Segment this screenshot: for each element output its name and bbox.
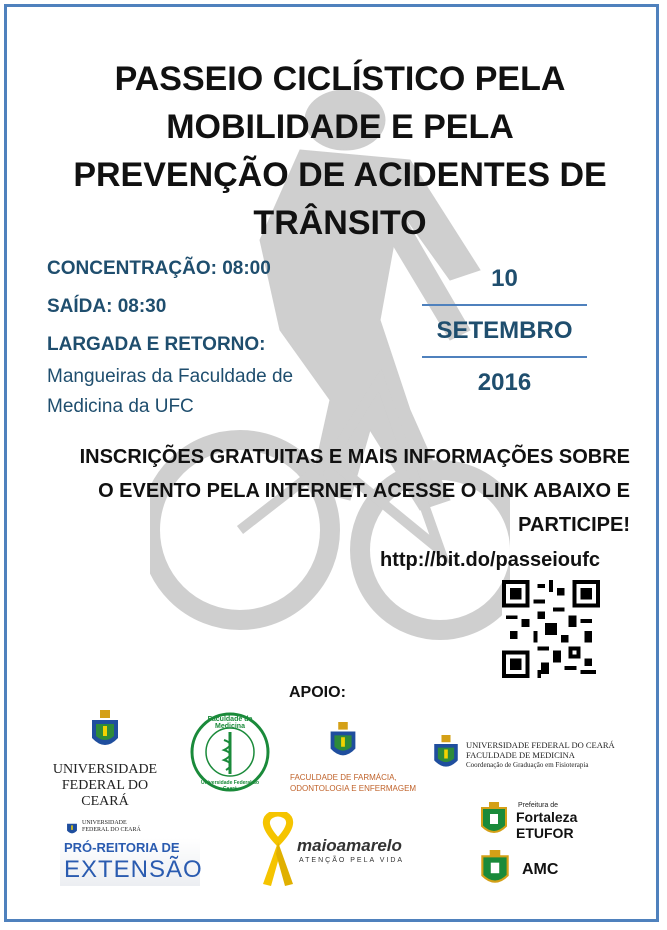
fortaleza-crest-icon — [478, 802, 510, 838]
fisioterapia-logo — [432, 735, 632, 785]
fortaleza-etufor-logo — [478, 802, 608, 842]
ufc-line2: FEDERAL DO CEARÁ — [61, 778, 149, 809]
prex-small1: UNIVERSIDADE — [82, 820, 127, 826]
date-year: 2016 — [477, 369, 532, 396]
saida-time: SAÍDA: 08:30 — [47, 296, 167, 317]
ufc-line1: UNIVERSIDADE — [52, 762, 158, 777]
maio-amarelo-logo — [255, 812, 425, 892]
ufc-crest-icon-3 — [432, 735, 460, 773]
farmacia-logo — [290, 722, 430, 802]
etufor-text: ETUFOR — [516, 825, 574, 841]
ufc-small-crest-icon — [66, 820, 78, 836]
amc-text: AMC — [522, 861, 559, 878]
ufc-crest-icon — [90, 710, 120, 752]
fisio-line1: UNIVERSIDADE FEDERAL DO CEARÁ — [466, 740, 615, 750]
fortaleza-small: Prefeitura de — [518, 802, 559, 809]
farmacia-line2: ODONTOLOGIA E ENFERMAGEM — [290, 784, 417, 793]
apoio-label: APOIO: — [289, 684, 346, 701]
registration-link[interactable]: http://bit.do/passeioufc — [380, 549, 600, 571]
maio-main-text: maioamarelo — [297, 836, 402, 855]
amc-crest-icon — [478, 850, 512, 888]
date-day: 10 — [491, 265, 518, 292]
venue-text: Mangueiras da Faculdade de Medicina da UFC — [47, 366, 294, 417]
fisio-line2: FACULDADE DE MEDICINA — [466, 750, 575, 760]
prex-small2: FEDERAL DO CEARÁ — [82, 827, 141, 833]
faculdade-medicina-logo — [190, 712, 270, 792]
date-block — [422, 262, 587, 400]
fisio-line3: Coordenação de Graduação em Fisioterapia — [466, 761, 589, 769]
ufc-crest-icon-2 — [328, 722, 358, 762]
date-month: SETEMBRO — [422, 304, 587, 358]
fortaleza-main: Fortaleza — [516, 809, 578, 825]
fm-top-text: Faculdade de Medicina — [207, 716, 253, 730]
info-text: INSCRIÇÕES GRATUITAS E MAIS INFORMAÇÕES SOBRE O EVENTO PELA INTERNET. ACESSE O LINK ABAIXO E PARTICIPE! — [79, 446, 630, 536]
yellow-ribbon-icon — [255, 812, 301, 888]
event-title: PASSEIO CICLÍSTICO PELA MOBILIDADE E PELA PREVENÇÃO DE ACIDENTES DE TRÂNSITO — [73, 60, 607, 242]
prex-line1: PRÓ-REITORIA DE — [64, 840, 180, 855]
fm-bottom-text: Universidade Federal do Ceará — [200, 780, 260, 792]
concentracao-time: CONCENTRAÇÃO: 08:00 — [47, 258, 271, 279]
farmacia-line1: FACULDADE DE FARMÁCIA, — [290, 773, 397, 782]
largada-label: LARGADA E RETORNO: — [47, 334, 266, 355]
amc-logo — [478, 850, 588, 890]
qr-code[interactable] — [502, 580, 600, 678]
ufc-logo — [40, 710, 170, 809]
maio-sub-text: ATENÇÃO PELA VIDA — [299, 857, 405, 864]
pro-reitoria-extensao-logo — [60, 818, 203, 888]
prex-line2: EXTENSÃO — [64, 856, 203, 883]
